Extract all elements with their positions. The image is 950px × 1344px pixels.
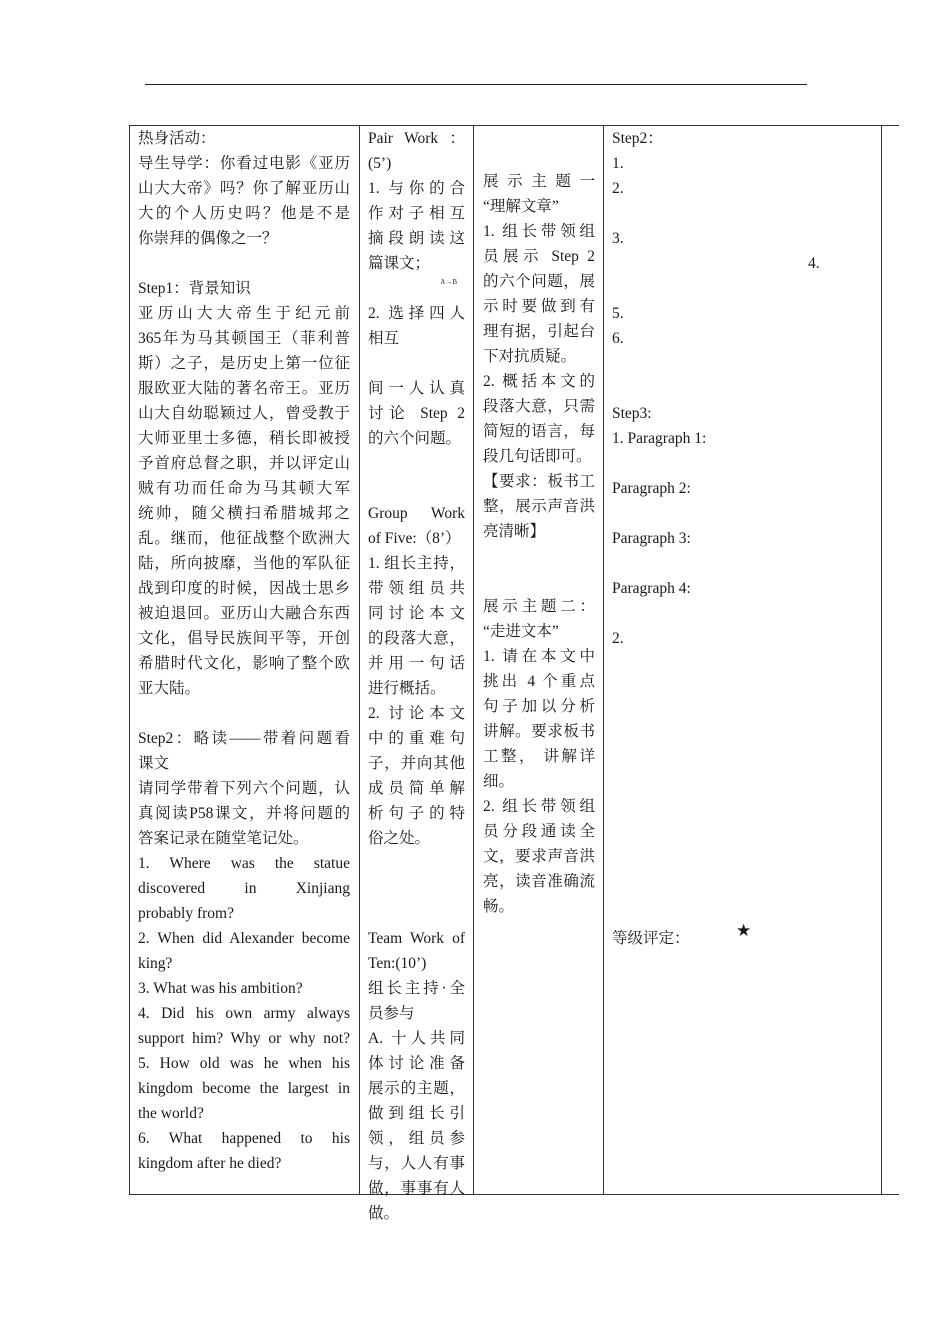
background-line: 大师亚里士多德，稍长即被授 bbox=[138, 430, 350, 447]
question-line: 3. What was his ambition? bbox=[138, 980, 303, 997]
background-line: 365年为马其顿国王（菲利普 bbox=[138, 330, 350, 347]
question-line: 5. How old was he when his bbox=[138, 1055, 350, 1072]
answer-number: 2. bbox=[612, 630, 624, 647]
discuss-line: 讨论 Step 2 bbox=[368, 405, 465, 422]
intro-line: 大的个人历史吗？他是不是 bbox=[138, 205, 350, 222]
group-item: 带领组员共 bbox=[368, 580, 465, 597]
answer-number: 4. bbox=[808, 255, 820, 272]
answer-number: 3. bbox=[612, 230, 624, 247]
group-item: 同讨论本文 bbox=[368, 605, 465, 622]
theme2-item: 员分段通读全 bbox=[483, 823, 595, 840]
theme2-item: 挑出 4 个重点 bbox=[483, 673, 595, 690]
background-line: 服欧亚大陆的著名帝王。亚历 bbox=[138, 380, 350, 397]
pair-item: 篇课文； bbox=[368, 255, 431, 272]
theme1-item: 段几句话即可。 bbox=[483, 448, 592, 465]
step2-title: Step2：略读——带着问题看 bbox=[138, 730, 350, 747]
question-line: 6. What happened to his bbox=[138, 1130, 350, 1147]
background-line: 亚历山大大帝生于纪元前 bbox=[138, 305, 350, 322]
background-line: 文化，倡导民族间平等，开创 bbox=[138, 630, 350, 647]
column-divider bbox=[603, 125, 604, 1195]
requirement-line: 整，展示声音洪 bbox=[483, 498, 595, 515]
theme2-item: 2. 组长带领组 bbox=[483, 798, 595, 815]
theme1-label: 展示主题一 bbox=[483, 173, 595, 190]
step3-notes-title: Step3: bbox=[612, 405, 652, 422]
intro-line: 导生导学：你看过电影《亚历 bbox=[138, 155, 350, 172]
paragraph-label: Paragraph 4: bbox=[612, 580, 691, 597]
question-line: 2. When did Alexander become bbox=[138, 930, 350, 947]
team-item: 展示的主题， bbox=[368, 1080, 465, 1097]
question-line: support him? Why or why not? bbox=[138, 1030, 350, 1047]
background-line: 希腊时代文化，影响了整个欧 bbox=[138, 655, 350, 672]
intro-line: 你崇拜的偶像之一？ bbox=[138, 230, 278, 247]
background-line: 被迫退回。亚历山大融合东西 bbox=[138, 605, 350, 622]
team-item: 做。 bbox=[368, 1205, 400, 1222]
background-line: 斯）之子，是历史上第一位征 bbox=[138, 355, 350, 372]
intro-line: 山大大帝》吗？你了解亚历山 bbox=[138, 180, 350, 197]
team-work-time: Ten:(10’) bbox=[368, 955, 427, 972]
question-line: 4. Did his own army always bbox=[138, 1005, 350, 1022]
group-item: 2. 讨论本文 bbox=[368, 705, 465, 722]
theme1-item: 简短的语言，每 bbox=[483, 423, 595, 440]
theme2-item: 1. 请在本文中 bbox=[483, 648, 595, 665]
header-rule bbox=[145, 84, 807, 85]
theme2-item: 句子加以分析 bbox=[483, 698, 595, 715]
background-line: 山大自幼聪颖过人，曾受教于 bbox=[138, 405, 350, 422]
lesson-plan-table bbox=[129, 125, 899, 1222]
group-item: 子，并向其他 bbox=[368, 755, 465, 772]
step1-title: Step1：背景知识 bbox=[138, 280, 251, 297]
group-item: 并用一句话 bbox=[368, 655, 465, 672]
step2-notes-title: Step2： bbox=[612, 130, 663, 147]
question-line: kingdom become the largest in bbox=[138, 1080, 350, 1097]
discuss-line: 间一人认真 bbox=[368, 380, 465, 397]
group-item: 中的重难句 bbox=[368, 730, 465, 747]
question-line: king? bbox=[138, 955, 173, 972]
question-line: 1. Where was the statue bbox=[138, 855, 350, 872]
grade-label: 等级评定： bbox=[612, 930, 690, 947]
pair-item: 相互 bbox=[368, 330, 400, 347]
grade-star-icon: ★ bbox=[736, 921, 752, 940]
pair-item: 摘段朗读这 bbox=[368, 230, 465, 247]
pair-item: 1. 与你的合 bbox=[368, 180, 465, 197]
question-line: kingdom after he died? bbox=[138, 1155, 282, 1172]
background-line: 亚大陆。 bbox=[138, 680, 201, 697]
answer-number: 2. bbox=[612, 180, 624, 197]
team-lead: 员参与 bbox=[368, 1005, 415, 1022]
pair-item: 2. 选择四人 bbox=[368, 305, 465, 322]
column-divider bbox=[881, 125, 882, 1195]
question-line: discovered in Xinjiang bbox=[138, 880, 350, 897]
theme2-item: 文，要求声音洪 bbox=[483, 848, 595, 865]
presentation-column bbox=[483, 169, 595, 919]
theme2-item: 细。 bbox=[483, 773, 515, 790]
group-item: 进行概括。 bbox=[368, 680, 446, 697]
instruction-line: 答案记录在随堂笔记处。 bbox=[138, 830, 309, 847]
group-work-title: Group Work bbox=[368, 505, 465, 522]
theme1-item: 段落大意，只需 bbox=[483, 398, 595, 415]
paragraph-label: Paragraph 3: bbox=[612, 530, 691, 547]
team-lead: 组长主持·全 bbox=[368, 980, 465, 997]
paragraph-label: 1. Paragraph 1: bbox=[612, 430, 707, 447]
theme1-item: 下对抗质疑。 bbox=[483, 348, 577, 365]
discuss-line: 的六个问题。 bbox=[368, 430, 462, 447]
team-item: A. 十人共同 bbox=[368, 1030, 465, 1047]
background-line: 统帅，随父横扫希腊城邦之 bbox=[138, 505, 350, 522]
answer-number: 1. bbox=[612, 155, 624, 172]
theme1-item: 理有据，引起台 bbox=[483, 323, 595, 340]
answer-number: 6. bbox=[612, 330, 624, 347]
group-work-time: of Five:（8’） bbox=[368, 530, 461, 547]
group-item: 1. 组长主持， bbox=[368, 555, 465, 572]
table-left-border bbox=[129, 125, 130, 1195]
theme1-item: 示时要做到有 bbox=[483, 298, 595, 315]
background-line: 战到印度的时候，因战士思乡 bbox=[138, 580, 350, 597]
team-work-title: Team Work of bbox=[368, 930, 465, 947]
team-item: 领，组员参 bbox=[368, 1130, 465, 1147]
team-item: 体讨论准备 bbox=[368, 1055, 465, 1072]
background-line: 予首府总督之职，并以评定山 bbox=[138, 455, 350, 472]
group-item: 俗之处。 bbox=[368, 830, 431, 847]
notes-column bbox=[612, 126, 872, 951]
theme1-item: 2. 概括本文的 bbox=[483, 373, 595, 390]
question-line: the world? bbox=[138, 1105, 204, 1122]
theme2-item: 畅。 bbox=[483, 898, 515, 915]
requirement-line: 【要求：板书工 bbox=[483, 473, 595, 490]
theme2-item: 讲解。要求板书 bbox=[483, 723, 595, 740]
pair-work-time: (5’) bbox=[368, 155, 392, 172]
question-line: probably from? bbox=[138, 905, 234, 922]
pair-item: 作对子相互 bbox=[368, 205, 465, 222]
instruction-line: 真阅读P58课文，并将问题的 bbox=[138, 805, 350, 822]
theme1-title: “理解文章” bbox=[483, 198, 559, 215]
background-line: 贼有功而任命为马其顿大军 bbox=[138, 480, 350, 497]
theme2-label: 展示主题二： bbox=[483, 598, 595, 615]
team-item: 做到组长引 bbox=[368, 1105, 465, 1122]
paragraph-label: Paragraph 2: bbox=[612, 480, 691, 497]
team-item: 做，事事有人 bbox=[368, 1180, 465, 1197]
table-bottom-border bbox=[129, 1194, 899, 1195]
theme2-item: 工整， 讲解详 bbox=[483, 748, 595, 765]
theme2-title: “走进文本” bbox=[483, 623, 559, 640]
column-divider bbox=[473, 125, 474, 1195]
theme1-item: 1. 组长带领组 bbox=[483, 223, 595, 240]
pair-work-title: Pair Work ： bbox=[368, 130, 465, 147]
team-item: 与，人人有事 bbox=[368, 1155, 465, 1172]
background-line: 乱。继而，他征战整个欧洲大 bbox=[138, 530, 350, 547]
rotation-mark: A→B bbox=[440, 278, 457, 286]
group-item: 的段落大意， bbox=[368, 630, 465, 647]
step2-title: 课文 bbox=[138, 755, 170, 772]
theme2-item: 亮，读音准确流 bbox=[483, 873, 595, 890]
warmup-title: 热身活动： bbox=[138, 130, 216, 147]
theme1-item: 员展示 Step 2 bbox=[483, 248, 595, 265]
theme1-item: 的六个问题，展 bbox=[483, 273, 595, 290]
column-divider bbox=[359, 125, 360, 1195]
requirement-line: 亮清晰】 bbox=[483, 523, 546, 540]
background-line: 陆，所向披靡，当他的军队征 bbox=[138, 555, 350, 572]
instruction-line: 请同学带着下列六个问题，认 bbox=[138, 780, 350, 797]
group-item: 成员简单解 bbox=[368, 780, 465, 797]
activity-column bbox=[368, 126, 465, 1226]
answer-number: 5. bbox=[612, 305, 624, 322]
learning-column bbox=[138, 126, 350, 1176]
group-item: 析句子的特 bbox=[368, 805, 465, 822]
